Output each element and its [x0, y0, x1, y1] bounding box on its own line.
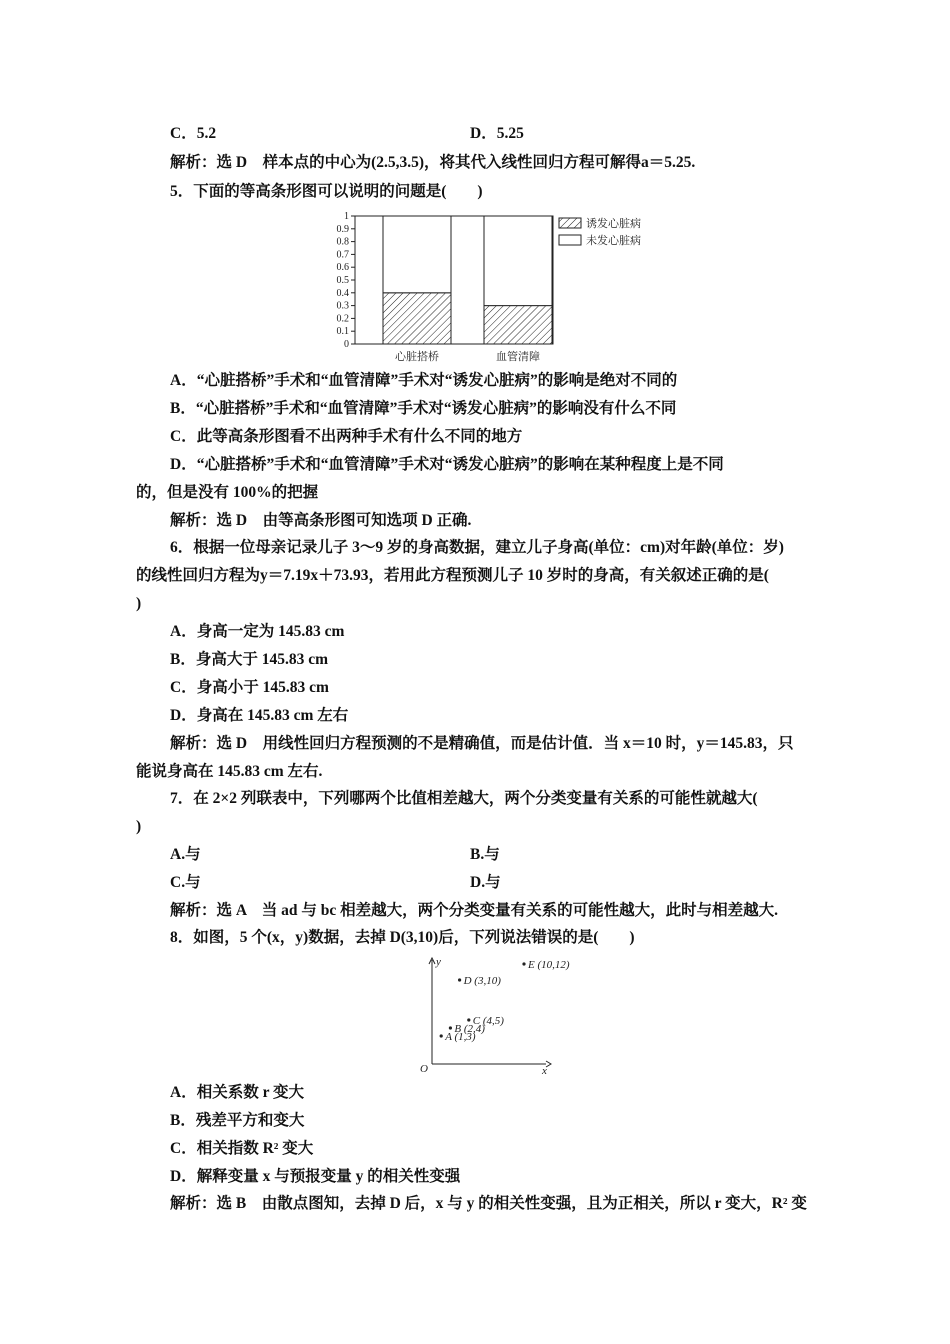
q8-option-c: C．相关指数 R² 变大 [170, 1140, 314, 1157]
y-axis-label: y [436, 956, 441, 968]
y-tick-label: 0.5 [336, 275, 349, 286]
data-point-label: A (1,3) [445, 1031, 476, 1043]
q6-stem-line1: 6．根据一位母亲记录儿子 3～9 岁的身高数据，建立儿子身高(单位：cm)对年龄(单位：岁) [170, 539, 784, 556]
q7-option-d: D.与 [470, 874, 501, 891]
legend-swatch-not-induced [559, 235, 581, 245]
x-tick-label: 心脏搭桥 [395, 351, 439, 363]
q8-option-d: D．解释变量 x 与预报变量 y 的相关性变强 [170, 1168, 461, 1185]
q6-answer-line1: 解析：选 D 用线性回归方程预测的不是精确值，而是估计值．当 x＝10 时，y＝145.83，只 [170, 735, 794, 752]
legend-swatch-induced [559, 218, 581, 228]
q8-answer: 解析：选 B 由散点图知，去掉 D 后，x 与 y 的相关性变强，且为正相关，所以 r 变大，R² 变 [170, 1195, 807, 1212]
data-point-label: D (3,10) [463, 975, 501, 987]
x-tick-label: 血管清障 [496, 351, 540, 363]
y-tick-label: 0 [344, 339, 349, 350]
data-point [440, 1034, 443, 1037]
q6-stem-line2: 的线性回归方程为y＝7.19x＋73.93，若用此方程预测儿子 10 岁时的身高，有关叙述正确的是( [136, 567, 769, 584]
scatter-plot [412, 952, 570, 1077]
q5-answer: 解析：选 D 由等高条形图可知选项 D 正确. [170, 512, 472, 529]
q4-option-c: C．5.2 [170, 125, 217, 142]
scatter-points [440, 959, 570, 1043]
q5-option-b: B．“心脏搭桥”手术和“血管清障”手术对“诱发心脏病”的影响没有什么不同 [170, 400, 677, 417]
data-point [449, 1026, 452, 1029]
y-tick-label: 0.8 [336, 236, 349, 248]
y-tick-label: 0.9 [336, 223, 349, 235]
q5-option-a: A．“心脏搭桥”手术和“血管清障”手术对“诱发心脏病”的影响是绝对不同的 [170, 372, 678, 389]
chart-bars [383, 216, 552, 363]
q4-answer: 解析：选 D 样本点的中心为(2.5,3.5)，将其代入线性回归方程可解得a＝5.25. [170, 154, 696, 171]
q4-option-d: D．5.25 [470, 125, 524, 142]
q6-option-a: A．身高一定为 145.83 cm [170, 623, 345, 640]
q7-option-c: C.与 [170, 874, 201, 891]
q6-option-b: B．身高大于 145.83 cm [170, 651, 329, 668]
bar-not-induced [484, 216, 552, 306]
q7-option-b: B.与 [470, 846, 500, 863]
q5-option-d-line2: 的，但是没有 100%的把握 [136, 484, 319, 501]
y-tick-label: 1 [344, 211, 349, 222]
q5-option-c: C．此等高条形图看不出两种手术有什么不同的地方 [170, 428, 523, 445]
stacked-bar-chart [325, 208, 665, 364]
y-tick-label: 0.4 [336, 287, 349, 299]
data-point-label: E (10,12) [528, 959, 570, 971]
y-tick-label: 0.7 [336, 249, 349, 261]
q7-answer: 解析：选 A 当 ad 与 bc 相差越大，两个分类变量有关系的可能性越大，此时与相差越大. [170, 902, 778, 919]
q6-stem-line3: ) [136, 595, 142, 612]
q8-option-b: B．残差平方和变大 [170, 1112, 305, 1129]
y-tick-label: 0.2 [336, 313, 349, 325]
q7-stem-line2: ) [136, 818, 142, 835]
data-point-label: C (4,5) [472, 1015, 504, 1027]
bar-induced [383, 293, 451, 344]
q6-option-d: D．身高在 145.83 cm 左右 [170, 707, 349, 724]
q6-answer-line2: 能说身高在 145.83 cm 左右. [136, 763, 323, 780]
legend-label-not-induced: 未发心脏病 [586, 235, 641, 247]
origin-label: O [420, 1063, 428, 1075]
bar-induced [484, 306, 552, 344]
data-point [458, 978, 461, 981]
bar-not-induced [383, 216, 451, 293]
y-tick-label: 0.3 [336, 300, 349, 312]
q5-option-d-line1: D．“心脏搭桥”手术和“血管清障”手术对“诱发心脏病”的影响在某种程度上是不同 [170, 456, 724, 473]
q7-option-a: A.与 [170, 846, 201, 863]
y-tick-label: 0.6 [336, 262, 349, 274]
legend-label-induced: 诱发心脏病 [586, 218, 641, 230]
y-tick-label: 0.1 [336, 326, 349, 338]
q6-option-c: C．身高小于 145.83 cm [170, 679, 329, 696]
data-point-label: B (2,4) [454, 1023, 485, 1035]
x-axis-label: x [542, 1065, 547, 1077]
data-point [467, 1018, 470, 1021]
q8-option-a: A．相关系数 r 变大 [170, 1084, 305, 1101]
q8-stem: 8．如图，5 个(x，y)数据，去掉 D(3,10)后，下列说法错误的是( ) [170, 929, 635, 946]
q5-stem: 5．下面的等高条形图可以说明的问题是( ) [170, 183, 483, 200]
q7-stem-line1: 7．在 2×2 列联表中，下列哪两个比值相差越大，两个分类变量有关系的可能性就越大( [170, 790, 758, 807]
chart-legend [559, 216, 641, 247]
data-point [522, 962, 525, 965]
